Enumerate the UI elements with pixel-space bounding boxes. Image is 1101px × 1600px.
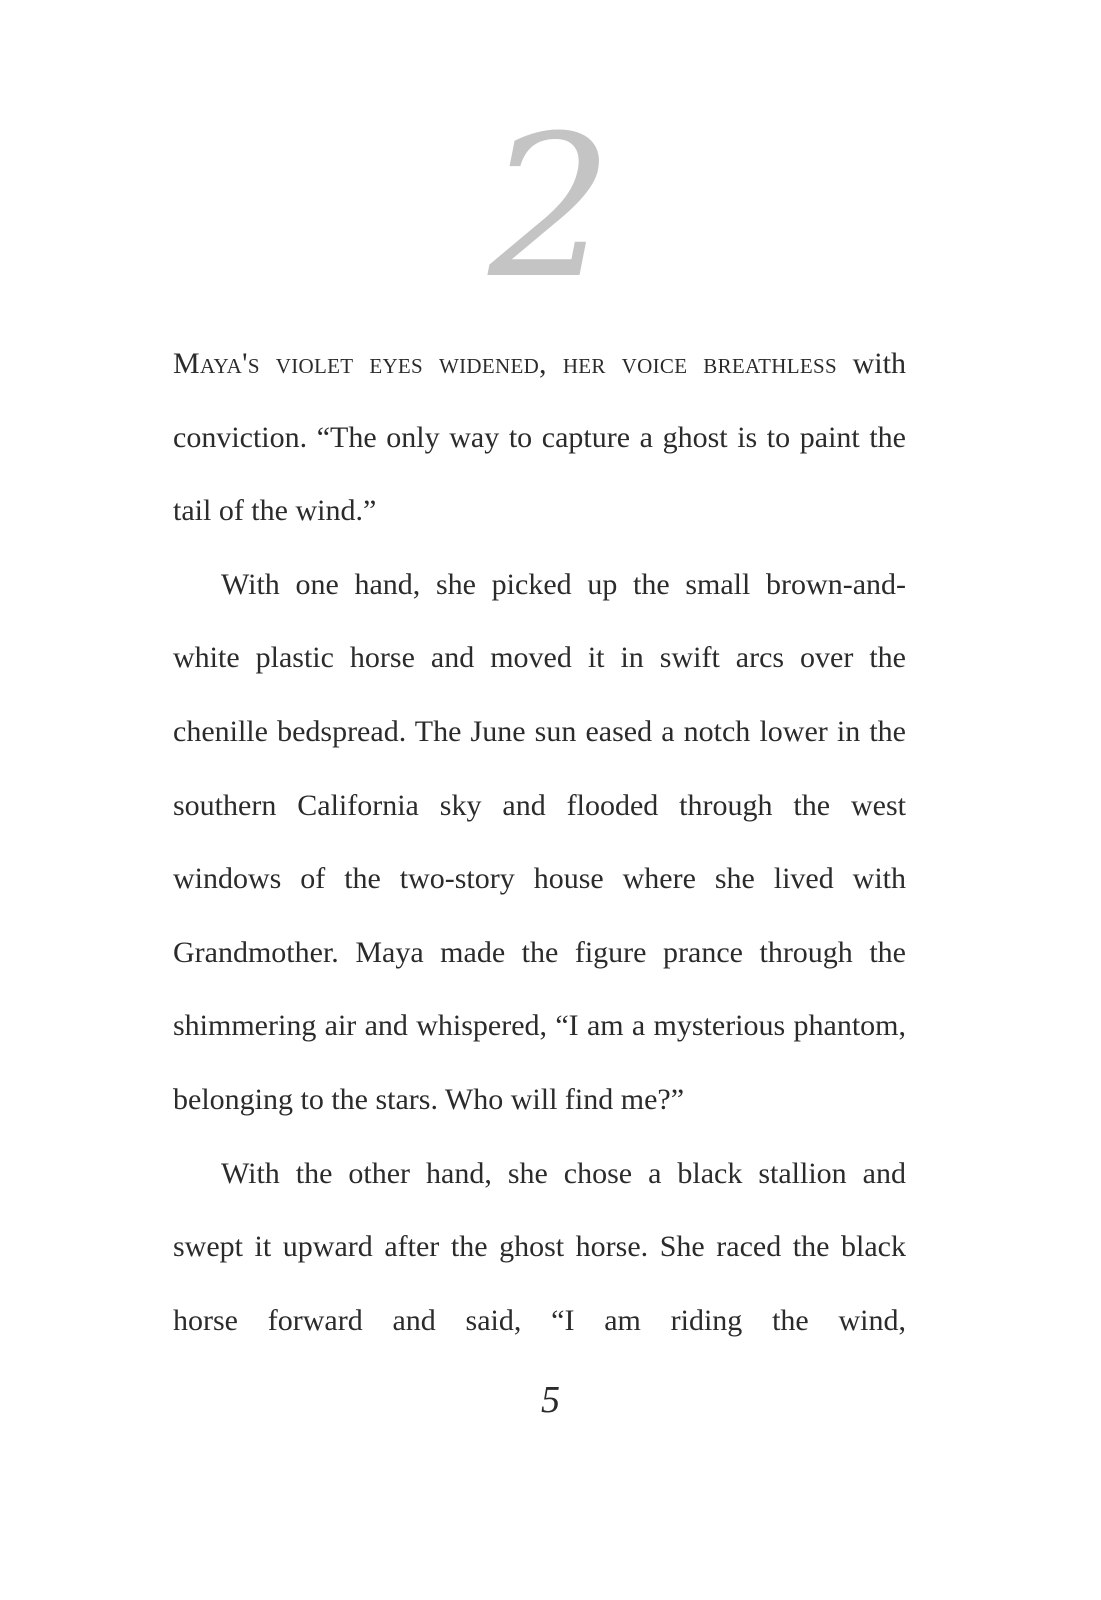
chapter-number: 2 bbox=[488, 94, 613, 322]
paragraph-1 bbox=[173, 327, 906, 548]
paragraph-lead-in: Maya's violet eyes widened, her voice breathless bbox=[173, 347, 837, 380]
paragraph-2: With one hand, she picked up the small brown-and-white plastic horse and moved it in swift arcs over the chenille bedspread. The June sun eased a notch lower in the southern California sky and flooded through the west windows of the two-story house where she lived with Grandmother. Maya made the figure prance through the shimmering air and whispered, “I am a mysterious phantom, belonging to the stars. Who will find me?” bbox=[173, 567, 906, 1116]
paragraph-3: With the other hand, she chose a black stallion and swept it upward after the ghost horse. She raced the black horse forward and said, “I am riding the wind, bbox=[173, 1156, 906, 1337]
body-text bbox=[173, 327, 906, 1357]
paragraph-text: with conviction. “The only way to capture a ghost is to paint the tail of the wind.” bbox=[173, 347, 906, 528]
page-number: 5 bbox=[541, 1379, 560, 1421]
